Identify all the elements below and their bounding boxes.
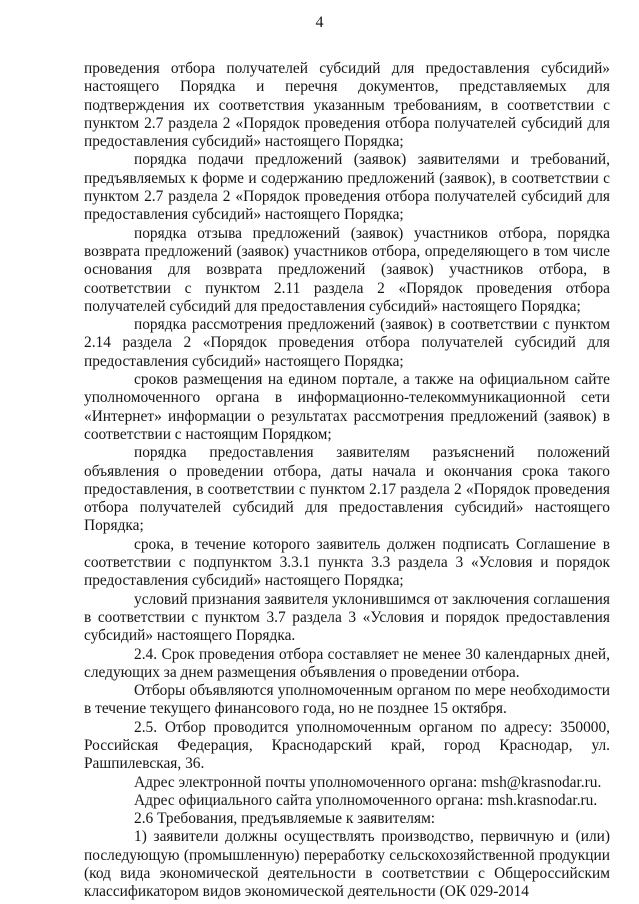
email-address-paragraph: Адрес электронной почты уполномоченного органа: msh@krasnodar.ru. xyxy=(134,773,602,791)
paragraph: сроков размещения на едином портале, а также на официальном сайте уполномоченного органа в информационно-телекоммуникационной сети «Интернет» информации о результатах рассмотрения предложений (заявок) в соответствии с настоящим Порядком; xyxy=(84,371,610,443)
paragraph: 2.5. Отбор проводится уполномоченным органом по адресу: 350000, Российская Федерация, Краснодарский край, город Краснодар, ул. Рашпилевская, 36. xyxy=(84,718,610,773)
paragraph: Отборы объявляются уполномоченным органом по мере необходимости в течение текущего финансового года, но не позднее 15 октября. xyxy=(84,682,610,718)
paragraph: порядка рассмотрения предложений (заявок) в соответствии с пунктом 2.14 раздела 2 «Порядок проведения отбора получателей субсидий для предоставления субсидий» настоящего Порядка; xyxy=(84,316,610,370)
website-address-paragraph: Адрес официального сайта уполномоченного органа: msh.krasnodar.ru. xyxy=(134,791,598,809)
paragraph: порядка подачи предложений (заявок) заявителями и требований, предъявляемых к форме и содержанию предложений (заявок), в соответствии с пунктом 2.7 раздела 2 «Порядок проведения отбора получателей субсидий для предоставления субсидий» настоящего Порядка; xyxy=(84,151,610,224)
paragraph: 2.4. Срок проведения отбора составляет не менее 30 календарных дней, следующих за днем размещения объявления о проведении отбора. xyxy=(84,645,610,681)
paragraph: порядка отзыва предложений (заявок) участников отбора, порядка возврата предложений (заявок) участников отбора, определяющего в том числе основания для возврата предложений (заявок) участников отбора, в соответствии с пунктом 2.11 раздела 2 «Порядок проведения отбора получателей субсидий для предоставления субсидий» настоящего Порядка; xyxy=(84,224,610,315)
document-body xyxy=(84,60,610,902)
paragraph: 2.6 Требования, предъявляемые к заявителям: xyxy=(134,810,436,828)
paragraph: порядка предоставления заявителям разъяснений положений объявления о проведении отбора, даты начала и окончания срока такого предоставления, в соответствии с пунктом 2.17 раздела 2 «Порядок проведения отбора получателей субсидий для предоставления субсидий» настоящего Порядка; xyxy=(84,444,610,535)
paragraph: срока, в течение которого заявитель должен подписать Соглашение в соответствии с подпунктом 3.3.1 пункта 3.3 раздела 3 «Условия и порядок предоставления субсидий» настоящего Порядка; xyxy=(84,535,610,590)
paragraph: 1) заявители должны осуществлять производство, первичную и (или) последующую (промышленную) переработку сельскохозяйственной продукции (код вида экономической деятельности в соответствии с Общероссийским классификатором видов экономической деятельности (ОК 029-2014 xyxy=(84,828,610,901)
paragraph: проведения отбора получателей субсидий для предоставления субсидий» настоящего Порядка и перечня документов, представляемых для подтверждения их соответствия указанным требованиям, в соответствии с пунктом 2.7 раздела 2 «Порядок проведения отбора получателей субсидий для предоставления субсидий» настоящего Порядка; xyxy=(84,60,610,151)
paragraph: условий признания заявителя уклонившимся от заключения соглашения в соответствии с пунктом 3.7 раздела 3 «Условия и порядок предоставления субсидий» настоящего Порядка. xyxy=(84,590,610,645)
page-number: 4 xyxy=(315,14,324,31)
